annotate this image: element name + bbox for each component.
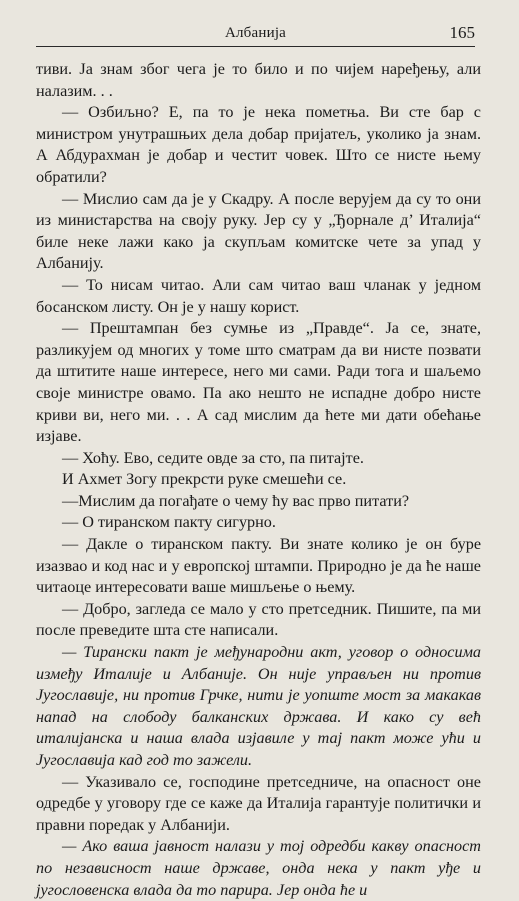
paragraph: — Мислио сам да је у Скадру. А после верујем да су то они из министарства на своју руку. Јер су у „Ђорнале д’ Италија“ биле неке лажи како ја скупљам комитске чете за упад у Албанију. [36, 189, 481, 273]
running-title: Албанија [224, 25, 287, 41]
paragraph: И Ахмет Зогу прекрсти руке смешећи се. [62, 470, 347, 489]
running-header [36, 22, 475, 47]
paragraph: — То нисам читао. Али сам читао ваш чланак у једном босанском листу. Он је у нашу корист. [36, 275, 481, 316]
paragraph: тиви. Ја знам због чега је то било и по чијем наређењу, али налазим. . . [36, 60, 481, 100]
paragraph: — О тиранском пакту сигурно. [62, 513, 276, 532]
page-number: 165 [449, 23, 475, 42]
paragraph: — Озбиљно? Е, па то је нека пометња. Ви сте бар с министром унутрашњих дела добар пријатељ, уколико ја знам. А Абдурахман је добар и честит човек. Што се нисте њему обратили? [36, 103, 481, 186]
paragraph: —Мислим да погађате о чему ћу вас прво питати? [62, 491, 410, 510]
paragraph: — Хоћу. Ево, седите овде за сто, па питајте. [62, 448, 364, 467]
paragraph: — Прештампан без сумње из „Правде“. Ја се, знате, разликујем од многих у томе што сматрам да ви нисте позвати да штитите наше интересе, него ми сами. Ради тога и шаљемо своје министре овамо. Па ако нешто не испадне добро нисте криви ви, него ми. . . А сад мислим да ћете ми дати обећање изјаве. [36, 319, 481, 446]
paragraph: — Указивало се, господине претседниче, на опасност оне одредбе у уговору где се каже да Италија гарантује политички и правни поредак у Албанији. [36, 772, 481, 834]
paragraph: — Ако ваша јавност налази у тој одредби какву опасност по независност наше државе, онда нека у пакт уђе и југословенска влада да то парира. Јер онда ће и [36, 837, 481, 899]
paragraph: — Тирански пакт је међународни акт, уговор о односима између Италије и Албаније. Он није управљен ни против Југославије, ни против Грчке, нити је уопште мост за макакав напад на слободу балканских држава. И како су већ италијанска и наша влада изјавиле у тај пакт може ући и Југославија кад год то зажели. [36, 643, 481, 769]
paragraph: — Дакле о тиранском пакту. Ви знате колико је он буре изазвао и код нас и у европској штампи. Природно је да ће наше читаоце интересовати ваше мишљење о њему. [36, 535, 481, 597]
paragraph: — Добро, загледа се мало у сто претседник. Пишите, па ми после преведите шта сте написали. [36, 599, 481, 640]
body-text [36, 59, 481, 901]
